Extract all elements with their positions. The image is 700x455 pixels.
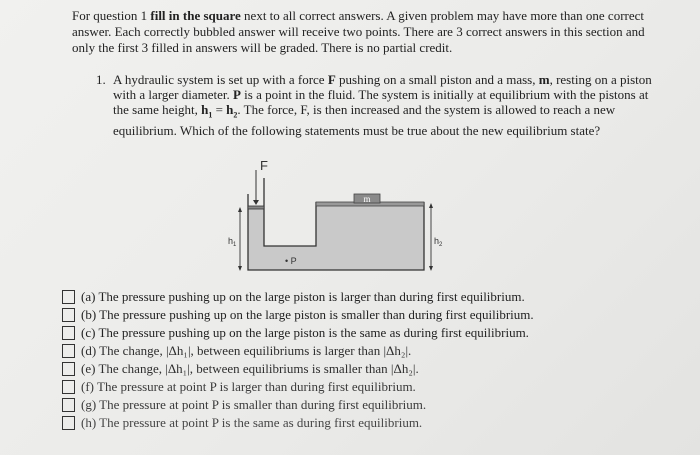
h1-letter: h (228, 236, 234, 246)
instructions-text-1: For question 1 (72, 8, 151, 23)
option-d[interactable] (62, 342, 622, 360)
h2-arrow-head-bottom (429, 266, 433, 271)
option-f[interactable] (62, 378, 622, 396)
option-h-label: (h) The pressure at point P is the same as during first equilibrium. (81, 415, 423, 430)
question-text-part: . The force, F, is then increased and the system is allowed to reach a new equilibrium. Which of the following statements must be true about the new equilibrium state? (113, 102, 616, 138)
option-g-checkbox[interactable] (62, 398, 75, 412)
h2-letter: h (434, 236, 440, 246)
option-c-label: (c) The pressure pushing up on the large piston is the same as during first equilibrium. (81, 325, 529, 340)
option-d-checkbox[interactable] (62, 344, 75, 358)
option-e-checkbox[interactable] (62, 362, 75, 376)
option-b-label: (b) The pressure pushing up on the large piston is smaller than during first equilibrium. (81, 307, 534, 322)
h2-label (434, 236, 443, 248)
question-text-part: , resting on a piston with a larger diameter. (113, 72, 652, 102)
h1-arrow-head-bottom (238, 266, 242, 271)
question-number: 1. (96, 72, 106, 87)
small-piston (248, 206, 264, 209)
h1-arrow-head-top (238, 207, 242, 212)
h1-subscript: 1 (233, 242, 237, 248)
question-text-part: is a point in the fluid. The system is initially at equilibrium with the pistons at the same height, (113, 87, 649, 117)
option-a-label: (a) The pressure pushing up on the large piston is larger than during first equilibrium. (81, 289, 525, 304)
option-h-checkbox[interactable] (62, 416, 75, 430)
fluid (248, 204, 424, 270)
question-h2-symbol: $h_2$ (226, 102, 238, 120)
question-text-part: A hydraulic system is set up with a force (113, 72, 328, 87)
h2-arrow-head-top (429, 203, 433, 208)
option-c[interactable] (62, 324, 622, 342)
h2-subscript: 2 (439, 242, 443, 248)
instructions-text-2: next to all correct answers. A given problem may have more than one correct answer. Each correctly bubbled answer will receive two points. There are 3 correct answers in this section and only the first 3 filled in answers will be graded. There is no partial credit. (72, 8, 645, 55)
question-point-symbol: P (232, 87, 241, 102)
h1-label (228, 236, 237, 248)
hydraulic-diagram (228, 158, 448, 278)
force-arrow-head (253, 200, 259, 205)
hydraulic-diagram-svg (228, 158, 448, 278)
question-force-symbol: F (327, 72, 336, 87)
option-f-checkbox[interactable] (62, 380, 75, 394)
option-e[interactable] (62, 360, 622, 378)
question-h2-letter: h (226, 102, 234, 117)
option-a[interactable] (62, 288, 622, 306)
option-g[interactable] (62, 396, 622, 414)
option-f-label: (f) The pressure at point P is larger than during first equilibrium. (81, 379, 416, 394)
option-b-checkbox[interactable] (62, 308, 75, 322)
force-label: F (260, 158, 268, 173)
question-h1-symbol: $h_1$ (201, 102, 213, 120)
mass-label: m (363, 194, 371, 204)
option-a-checkbox[interactable] (62, 290, 75, 304)
instructions (72, 8, 662, 56)
question-h1-letter: h (201, 102, 209, 117)
option-b[interactable] (62, 306, 622, 324)
question-text-part: = (212, 102, 227, 117)
answer-options (62, 288, 622, 432)
option-e-label: (e) The change, |Δh₁|, between equilibriums is smaller than |Δh₂|. (81, 361, 419, 376)
question-text (113, 72, 653, 138)
question-text-part: pushing on a small piston and a mass, (335, 72, 539, 87)
option-c-checkbox[interactable] (62, 326, 75, 340)
option-d-label: (d) The change, |Δh₁|, between equilibriums is larger than |Δh₂|. (81, 343, 412, 358)
point-p-label: • P (285, 256, 297, 266)
question-mass-symbol: m (538, 72, 550, 87)
instructions-bold: fill in the square (150, 8, 241, 23)
option-g-label: (g) The pressure at point P is smaller than during first equilibrium. (81, 397, 427, 412)
option-h[interactable] (62, 414, 622, 432)
